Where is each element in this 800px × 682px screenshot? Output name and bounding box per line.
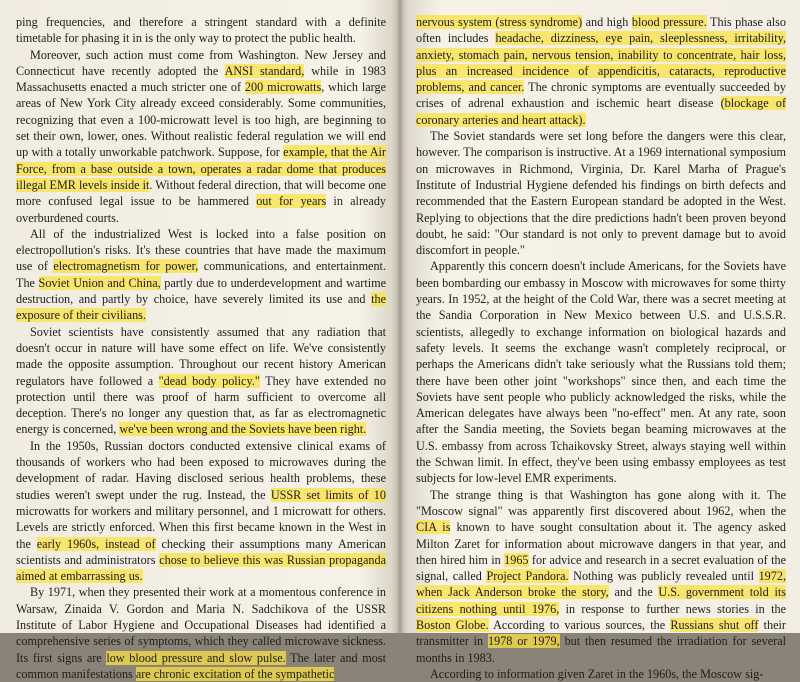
body-text: The chronic symptoms are eventually succeeded by crises of adrenal exhaustion and ischemic heart disease <box>416 80 786 111</box>
highlighted-text: Boston Globe. <box>416 617 489 632</box>
body-text: Soviet scientists have consistently assumed that any radiation that doesn't occur in nature will have some effect on life. We've consistently made the opposite assumption. Throughout our recent history American regulators have followed a <box>16 324 386 388</box>
paragraph <box>16 584 386 682</box>
highlighted-text: low blood pressure and slow pulse. <box>106 650 286 665</box>
highlighted-text: are chronic excitation of the sympathetic <box>135 666 335 681</box>
highlighted-text: nervous system (stress syndrome) <box>416 15 583 29</box>
highlighted-text: ANSI standard, <box>224 63 305 78</box>
body-text: The strange thing is that Washington has gone along with it. The "Moscow signal" was apparently first discovered about 1962, when the <box>416 487 786 518</box>
body-text: in already overburdened courts. <box>16 194 387 225</box>
highlighted-text: example, that the Air Force, from a base outside a town, operates a radar dome that produces illegal EMR levels inside it <box>16 145 386 192</box>
paragraph <box>16 14 386 47</box>
highlighted-text: we've been wrong and the Soviets have been right. <box>119 422 367 437</box>
running-head <box>462 0 790 6</box>
body-text: for advice and research in a secret evaluation of the signal, called <box>416 552 786 584</box>
highlighted-text: USSR set limits of 10 <box>270 487 386 502</box>
body-text: communications, and entertainment. The <box>16 259 386 290</box>
highlighted-text: 200 microwatts <box>244 80 322 95</box>
body-text: The Soviet standards were set long before the dangers were this clear, however. The comparison is instructive. At a 1969 international symposium on microwaves in Richmond, Virginia, Dr. Karel Marha of Prague's Institute of Industrial Hygiene defended his findings on birth defects and recommended that the Eastern European standard be adopted in the West. Replying to objections that the dire predictions hadn't been proven beyond doubt, he said: "Our standard is not only to prevent damage but to avoid discomfort in people." <box>416 129 786 258</box>
body-text: Moreover, such action must come from Washington. New Jersey and Connecticut have recently adopted the <box>16 47 386 78</box>
body-text: ping frequencies, and therefore a stringent standard with a definite timetable for phasing it in is the only way to protect the public health. <box>16 15 386 46</box>
paragraph <box>16 226 386 324</box>
body-text: All of the industrialized West is locked into a false position on electropollution's risks. It's these countries that have made the maximum use of <box>16 226 386 274</box>
body-text: known to have sought consultation about it. The agency asked Milton Zaret for information about microwave dangers in that year, and then hired him in <box>416 520 787 567</box>
highlighted-text: out for years <box>256 194 327 209</box>
paragraph <box>16 438 386 585</box>
body-text: and the <box>608 585 659 600</box>
paragraph <box>416 666 786 682</box>
body-text: in response to further news stories in the <box>559 601 787 616</box>
paragraph <box>416 128 786 258</box>
highlighted-text: Project Pandora. <box>486 569 569 584</box>
body-text: According to various sources, the <box>488 617 671 632</box>
body-text: , which large areas of New York City already exceed considerably. Some communities, recognizing that even a 100-microwatt level is too high, are beginning to set their own, lower, ones. Without realistic federal regulation we will end up with a totally unworkable patchwork. Suppose, for <box>16 80 386 160</box>
highlighted-text: Soviet Union and China, <box>38 275 161 290</box>
body-text: Nothing was publicly revealed until <box>568 569 759 584</box>
highlighted-text: Russians shut off <box>670 617 759 632</box>
body-text: This phase also often includes <box>416 15 787 46</box>
highlighted-text: 1978 or 1979, <box>488 634 560 649</box>
body-text: microwatts for workers and military personnel, and 1 microwatt for others. Levels are strictly enforced. When this first became known in the West in the <box>16 503 386 551</box>
body-text: Apparently this concern doesn't include Americans, for the Soviets have been bombarding our embassy in Moscow with microwaves for some thirty years. In 1952, at the height of the Cold War, there was a secret meeting at the Sandia Corporation in New Mexico between U.S. and U.S.S.R. scientists, allegedly to exchange information on biological hazards and safety levels. It seems the exchange wasn't completely reciprocal, or perhaps the Americans didn't take seriously what the Russians told them; there have been other joint "workshops" since then, and each time the Soviets have sent people who publicly acknowledged the risks, while the American delegates have always been "no-effect" men. At any rate, soon after the Sandia meeting, the Soviets began beaming microwaves at the U.S. embassy from across Tchaikovsky Street, always staying well within the Schwan limit. In effect, they've been using embassy employees as test subjects for low-level EMR experiments. <box>416 259 786 486</box>
paragraph <box>16 47 386 226</box>
highlighted-text: blood pressure. <box>631 15 707 29</box>
left-page <box>0 0 398 681</box>
highlighted-text: 1972, when Jack Anderson broke the story, <box>416 569 786 600</box>
paragraph <box>416 14 786 128</box>
highlighted-text: "dead body policy." <box>158 373 260 388</box>
body-text: while in 1983 Massachusetts enacted a much stricter one of <box>16 63 386 95</box>
body-text: They have extended no protection until there was proof of harm sufficient to overcome all deception. There's no longer any question that, as far as electromagnetic energy is concerned, <box>16 373 386 437</box>
body-text: By 1971, when they presented their work at a momentous conference in Warsaw, Zinaida V. Gordon and Maria N. Sadchikova of the USSR Institute of Labor Hygiene and Occupational Diseases had identified a comprehensive series of symptoms, which they called microwave sickness. Its first signs are <box>16 585 386 665</box>
paragraph <box>416 258 786 486</box>
body-text: According to information given Zaret in the 1960s, the Moscow sig- <box>430 666 764 681</box>
highlighted-text: headache, dizziness, eye pain, sleeplessness, irritability, anxiety, stomach pain, nervous tension, inability to concentrate, hair loss, plus an increased incidence of appendicitis, cataracts, reproductive problems, and cancer. <box>416 31 786 95</box>
highlighted-text: CIA is <box>416 520 451 535</box>
paragraph <box>16 324 386 438</box>
right-page <box>402 0 800 681</box>
body-text: The later and most common manifestations <box>16 650 386 681</box>
body-text: and high <box>582 15 632 29</box>
body-text: checking their assumptions many American scientists and administrators <box>16 536 386 567</box>
highlighted-text: (blockage of coronary arteries and heart attack). <box>416 96 787 127</box>
highlighted-text: chose to believe this was Russian propaganda aimed at embarrassing us. <box>16 552 386 584</box>
highlighted-text: U.S. government told its citizens nothing until 1976, <box>416 585 786 616</box>
highlighted-text: 1965 <box>504 552 529 567</box>
body-text: partly due to underdevelopment and wartime destruction, and partly by choice, have severely limited its use and <box>16 275 386 307</box>
body-text: In the 1950s, Russian doctors conducted extensive clinical exams of thousands of workers who had been exposed to microwaves during the development of radar. Having disclosed serious health problems, these studies weren't swept under the rug. Instead, the <box>16 438 386 502</box>
highlighted-text: early 1960s, instead of <box>36 536 156 551</box>
body-text: but then resumed the irradiation for several months in 1983. <box>416 634 786 665</box>
body-text: . Without federal direction, that will become one more confused legal issue to be hammered <box>16 177 386 209</box>
highlighted-text: the exposure of their civilians. <box>16 292 386 323</box>
body-text: their transmitter in <box>416 617 786 649</box>
paragraph <box>416 487 786 666</box>
highlighted-text: electromagnetism for power, <box>53 259 199 274</box>
